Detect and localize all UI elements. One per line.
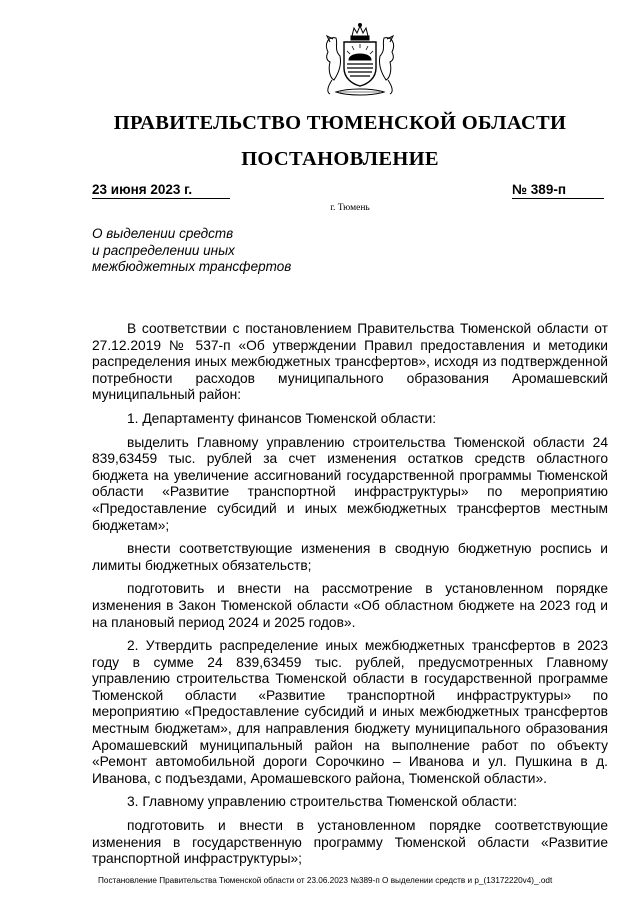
subject-line: и распределении иных xyxy=(92,242,235,258)
document-subject xyxy=(92,226,352,276)
body-paragraph: В соответствии с постановлением Правительства Тюменской области от 27.12.2019 № 537-п «Об утверждении Правил предоставления и методики распределения иных межбюджетных трансфертов», исходя из подтвержденной потребности расходов муниципального образования Аромашевский муниципальный район: xyxy=(92,321,608,403)
body-paragraph: 1. Департаменту финансов Тюменской области: xyxy=(127,410,437,426)
document-type-title: ПОСТАНОВЛЕНИЕ xyxy=(241,148,439,170)
document-body xyxy=(92,321,608,875)
body-paragraph: выделить Главному управлению строительства Тюменской области 24 839,63459 тыс. рублей за счет изменения остатков средств областного бюджета на увеличение ассигнований государственной программы Тюменской области «Развитие транспортной инфраструктуры» по мероприятию «Предоставление субсидий и иных межбюджетных трансфертов местным бюджетам»; xyxy=(92,434,608,533)
body-paragraph: 3. Главному управлению строительства Тюменской области: xyxy=(127,794,518,810)
body-paragraph: подготовить и внести в установленном порядке соответствующие изменения в государственную программу Тюменской области «Развитие транспортной инфраструктуры»; xyxy=(92,818,608,867)
subject-line: О выделении средств xyxy=(92,226,234,241)
body-paragraph: внести соответствующие изменения в сводную бюджетную роспись и лимиты бюджетных обязательств; xyxy=(92,541,608,573)
body-paragraph: подготовить и внести на рассмотрение в установленном порядке изменения в Закон Тюменской области «Об областном бюджете на 2023 год и на плановый период 2024 и 2025 годов». xyxy=(92,581,608,630)
document-date: 23 июня 2023 г. xyxy=(92,182,230,199)
document-number: № 389-п xyxy=(512,182,604,199)
body-paragraph: 2. Утвердить распределение иных межбюджетных трансфертов в 2023 году в сумме 24 839,63459 тыс. рублей, предусмотренных Главному управлению строительства Тюменской области в государственной программе Тюменской области «Развитие транспортной инфраструктуры» по мероприятию «Предоставление субсидий и иных межбюджетных трансфертов местным бюджетам», для направления бюджету муниципального образования Аромашевский муниципальный район на выполнение работ по объекту «Ремонт автомобильной дороги Сорочкино – Иванова и ул. Пушкина в д. Иванова, с подъездами, Аромашевского района, Тюменской области». xyxy=(92,638,608,786)
coat-of-arms-emblem xyxy=(318,22,402,100)
government-title: ПРАВИТЕЛЬСТВО ТЮМЕНСКОЙ ОБЛАСТИ xyxy=(113,112,567,134)
document-footer: Постановление Правительства Тюменской области от 23.06.2023 №389-п О выделении средств и р_(13172220v4)_.odt xyxy=(98,876,553,885)
document-city: г. Тюмень xyxy=(330,203,370,213)
subject-line: межбюджетных трансфертов xyxy=(92,259,292,274)
